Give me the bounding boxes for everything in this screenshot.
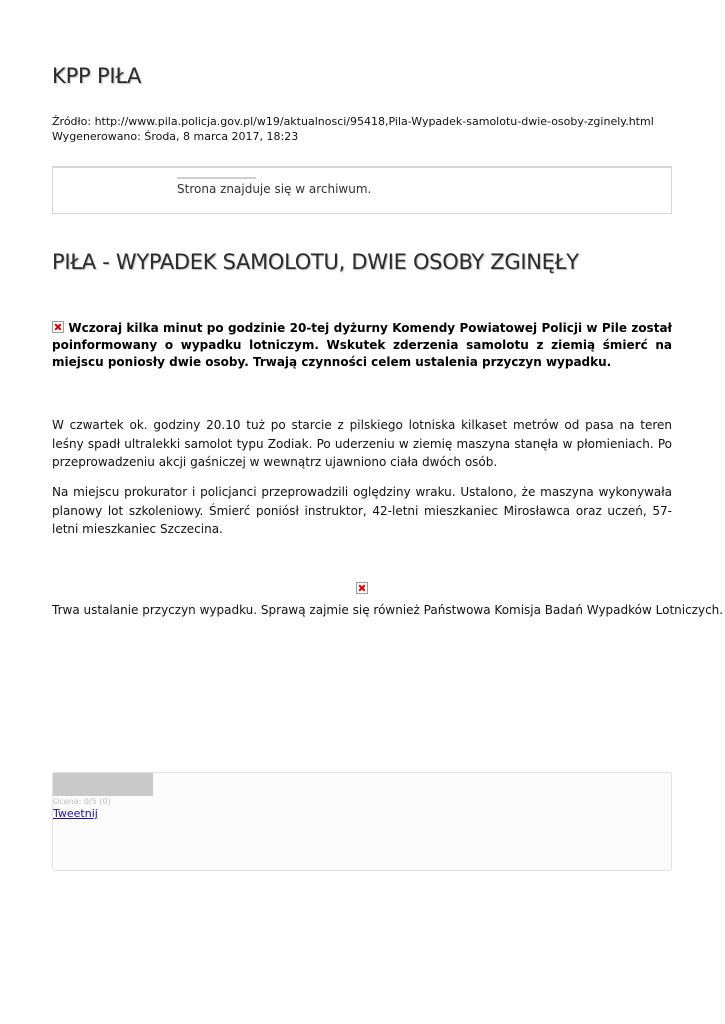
tweet-link[interactable]: Tweetnij	[53, 807, 98, 820]
article-paragraph-2: Na miejscu prokurator i policjanci przeprowadzili oględziny wraku. Ustalono, że maszyna wykonywała planowy lot szkoleniowy. Śmierć poniósł instruktor, 42-letni mieszkaniec Mirosławca oraz uczeń, 57-letni mieszkaniec Szczecina.	[52, 485, 672, 536]
source-line: Źródło: http://www.pila.policja.gov.pl/w19/aktualnosci/95418,Pila-Wypadek-samolotu-dwie-osoby-zginely.html	[52, 115, 654, 128]
meta-info	[52, 114, 654, 144]
rating-stars[interactable]	[53, 773, 153, 796]
article-paragraph-1: W czwartek ok. godziny 20.10 tuż po starcie z pilskiego lotniska kilkaset metrów od pasa na teren leśny spadł ultralekki samolot typu Zodiak. Po uderzeniu w ziemię maszyna stanęła w płomieniach. Po przeprowadzeniu akcji gaśniczej w wewnątrz ujawniono ciała dwóch osób.	[52, 418, 672, 469]
archive-bar	[177, 177, 256, 179]
article-paragraph-3: Trwa ustalanie przyczyn wypadku. Sprawą zajmie się również Państwowa Komisja Badań Wypadków Lotniczych.	[52, 603, 724, 617]
broken-image-icon	[356, 582, 368, 594]
article-lead	[52, 320, 672, 371]
rating-text: Ocena: 0/5 (0)	[53, 797, 111, 806]
broken-image-icon	[52, 321, 64, 333]
article-title: PIŁA - WYPADEK SAMOLOTU, DWIE OSOBY ZGINĘŁY	[52, 250, 579, 274]
archive-notice	[52, 166, 672, 214]
rating-box	[52, 772, 672, 871]
generated-line: Wygenerowano: Środa, 8 marca 2017, 18:23	[52, 130, 299, 143]
site-title: KPP PIŁA	[52, 64, 142, 88]
archive-note: Strona znajduje się w archiwum.	[177, 182, 372, 196]
lead-text: Wczoraj kilka minut po godzinie 20-tej dyżurny Komendy Powiatowej Policji w Pile został poinformowany o wypadku lotniczym. Wskutek zderzenia samolotu z ziemią śmierć na miejscu poniosły dwie osoby. Trwają czynności celem ustalenia przyczyn wypadku.	[52, 321, 672, 369]
